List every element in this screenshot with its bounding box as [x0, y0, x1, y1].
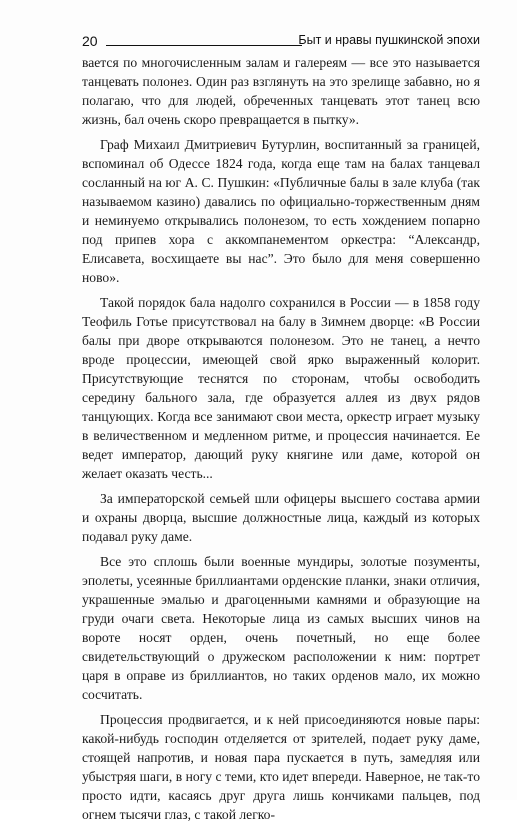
- page-number: 20: [82, 33, 98, 49]
- paragraph-gautier: Такой порядок бала надолго сохранился в России — в 1858 году Теофиль Готье присутствовал на балу в Зимнем дворце: «В России балы при дворе открываются полонезом. Это не танец, а нечто вроде процессии, имеющей свой ярко выраженный колорит. Присутствующие теснятся по сторонам, чтобы освободить середину бального зала, где образуется аллея из двух рядов танцующих. Когда все занимают свои места, оркестр играет музыку в величественном и медленном ритме, и процессия начинается. Ее ведет император, дающий руку княгине или даме, которой он желает оказать честь...: [82, 295, 480, 481]
- running-title: Быт и нравы пушкинской эпохи: [298, 33, 480, 47]
- page-header: [82, 33, 480, 55]
- paragraph-uniforms: Все это сплошь были военные мундиры, золотые позументы, эполеты, усеянные бриллиантами орденские планки, знаки отличия, украшенные эмалью и драгоценными камнями и образующие на груди очаги света. Некоторые лица из самых высших чинов на вороте носят орден, очень почетный, но еще более свидетельствующий о дружеском расположении к ним: портрет царя в оправе из бриллиантов, но таких орденов мало, их можно сосчитать.: [82, 554, 480, 702]
- paragraph-continuation: вается по многочисленным залам и галереям — все это называется танцевать полонез. Один раз взглянуть на это зрелище забавно, но я полагаю, что для людей, обреченных танцевать этот танец всю жизнь, бал очень скоро превращается в пытку».: [82, 55, 480, 127]
- paragraph-buturlin: Граф Михаил Дмитриевич Бутурлин, воспитанный за границей, вспоминал об Одессе 1824 года, когда еще там на балах танцевал сосланный на юг А. С. Пушкин: «Публичные балы в зале клуба (так называемом казино) давались по официально-торжественным дням и неминуемо открывались полонезом, то есть хождением попарно под припев хора с аккомпанементом оркестра: “Александр, Елисавета, восхищаете вы нас”. Это было для меня совершенно ново».: [82, 137, 480, 285]
- header-rule: [106, 45, 302, 46]
- paragraph-officers: За императорской семьей шли офицеры высшего состава армии и охраны дворца, высшие должностные лица, каждый из которых подавал руку даме.: [82, 491, 480, 544]
- paragraph-procession: Процессия продвигается, и к ней присоединяются новые пары: какой-нибудь господин отделяется от зрителей, подает руку даме, стоящей напротив, и новая пара пускается в путь, замедляя или убыстряя шаги, в ногу с теми, кто идет впереди. Наверное, не так-то просто идти, касаясь друг друга лишь кончиками пальцев, под огнем тысячи глаз, с такой легко-: [82, 712, 480, 822]
- page-body: [82, 53, 480, 830]
